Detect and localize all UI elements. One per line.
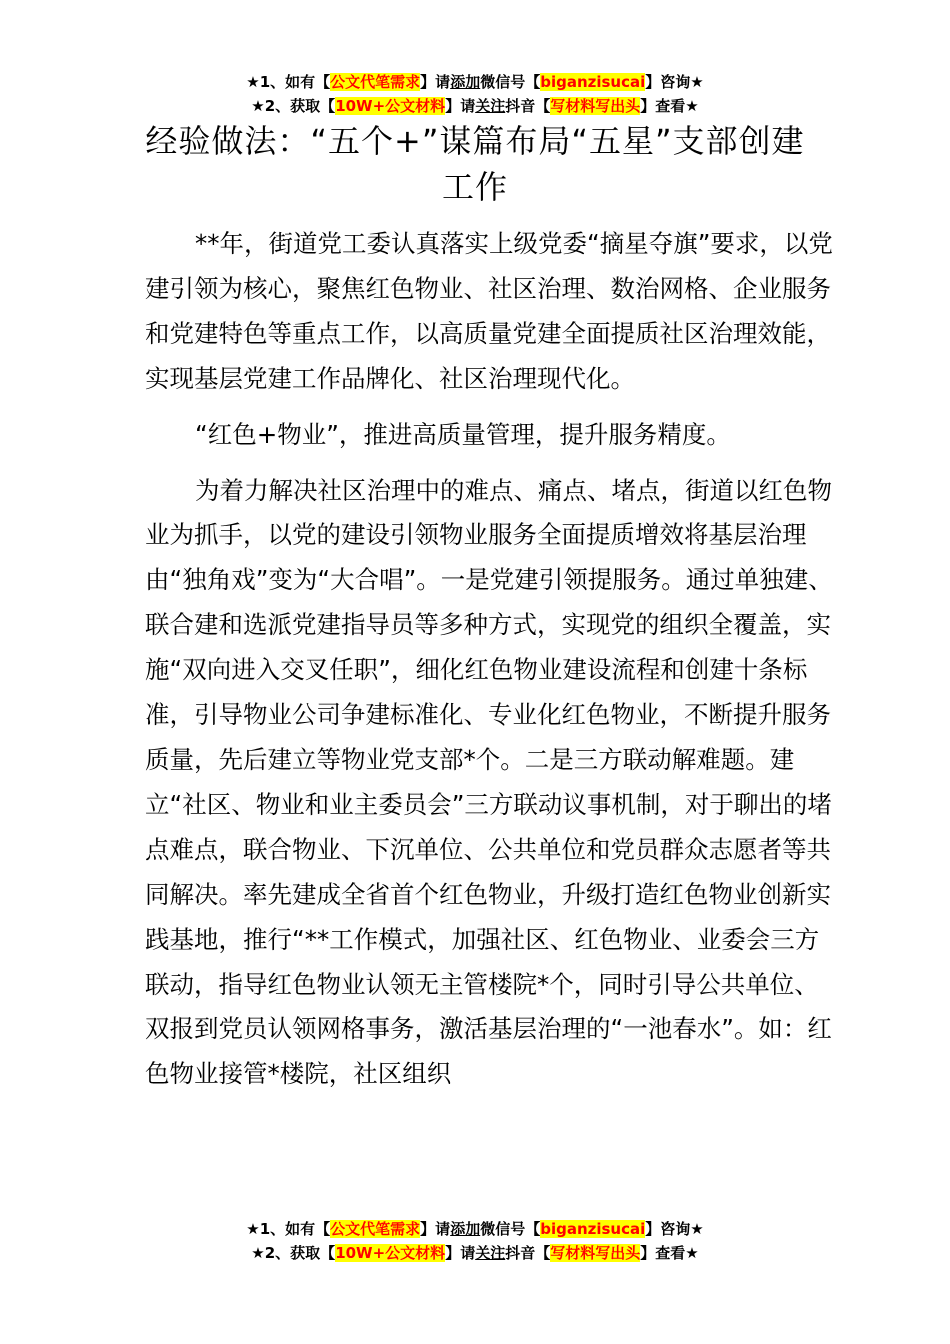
banner-line-1 xyxy=(0,1217,950,1241)
underlined-text: 添加 xyxy=(450,73,481,91)
banner-text: 】咨询★ xyxy=(645,1220,704,1238)
highlight-text: 公文代笔需求 xyxy=(330,1220,421,1238)
underlined-text: 关注 xyxy=(475,1244,506,1262)
banner-text: ★2、获取【 xyxy=(251,97,336,115)
paragraph: 为着力解决社区治理中的难点、痛点、堵点，街道以红色物业为抓手，以党的建设引领物业服务全面提质增效将基层治理由“独角戏”变为“大合唱”。一是党建引领提服务。通过单独建、联合建和选派党建指导员等多种方式，实现党的组织全覆盖，实施“双向进入交叉任职”，细化红色物业建设流程和创建十条标准，引导物业公司争建标准化、专业化红色物业，不断提升服务质量，先后建立等物业党支部*个。二是三方联动解难题。建立“社区、物业和业主委员会”三方联动议事机制，对于聊出的堵点难点，联合物业、下沉单位、公共单位和党员群众志愿者等共同解决。率先建成全省首个红色物业，升级打造红色物业创新实践基地，推行“**工作模式，加强社区、红色物业、业委会三方联动，指导红色物业认领无主管楼院*个，同时引导公共单位、双报到党员认领网格事务，激活基层治理的“一池春水”。如：红色物业接管*楼院，社区组织 xyxy=(145,475,833,1089)
highlight-text: 写材料写出头 xyxy=(550,1244,641,1262)
banner-text: 】查看★ xyxy=(640,1244,699,1262)
highlight-text: biganzisucai xyxy=(540,73,646,91)
paragraph-heading: “红色+物业”，推进高质量管理，提升服务精度。 xyxy=(195,419,731,449)
banner-text: 】查看★ xyxy=(640,97,699,115)
underlined-text: 关注 xyxy=(475,97,506,115)
top-banner xyxy=(0,70,950,118)
banner-text: 】请 xyxy=(445,97,476,115)
banner-text: 微信号【 xyxy=(480,1220,541,1238)
highlight-text: 写材料写出头 xyxy=(550,97,641,115)
bottom-banner xyxy=(0,1217,950,1265)
banner-text: 】咨询★ xyxy=(645,73,704,91)
banner-line-2 xyxy=(0,94,950,118)
underlined-text: 添加 xyxy=(450,1220,481,1238)
banner-text: 微信号【 xyxy=(480,73,541,91)
highlight-text: 10W+公文材料 xyxy=(335,97,446,115)
paragraph: **年，街道党工委认真落实上级党委“摘星夺旗”要求，以党建引领为核心，聚焦红色物业、社区治理、数治网格、企业服务和党建特色等重点工作，以高质量党建全面提质社区治理效能，实现基层党建工作品牌化、社区治理现代化。 xyxy=(145,229,833,393)
banner-text: ★1、如有【 xyxy=(246,73,331,91)
banner-text: 】请 xyxy=(445,1244,476,1262)
highlight-text: 10W+公文材料 xyxy=(335,1244,446,1262)
highlight-text: 公文代笔需求 xyxy=(330,73,421,91)
banner-line-2 xyxy=(0,1241,950,1265)
document-body xyxy=(145,222,835,1097)
banner-text: 抖音【 xyxy=(505,1244,551,1262)
banner-text: 】请 xyxy=(420,73,451,91)
banner-text: ★2、获取【 xyxy=(251,1244,336,1262)
banner-line-1 xyxy=(0,70,950,94)
banner-text: 抖音【 xyxy=(505,97,551,115)
banner-text: 】请 xyxy=(420,1220,451,1238)
banner-text: ★1、如有【 xyxy=(246,1220,331,1238)
highlight-text: biganzisucai xyxy=(540,1220,646,1238)
document-title: 经验做法：“五个+”谋篇布局“五星”支部创建工作 xyxy=(145,122,805,206)
